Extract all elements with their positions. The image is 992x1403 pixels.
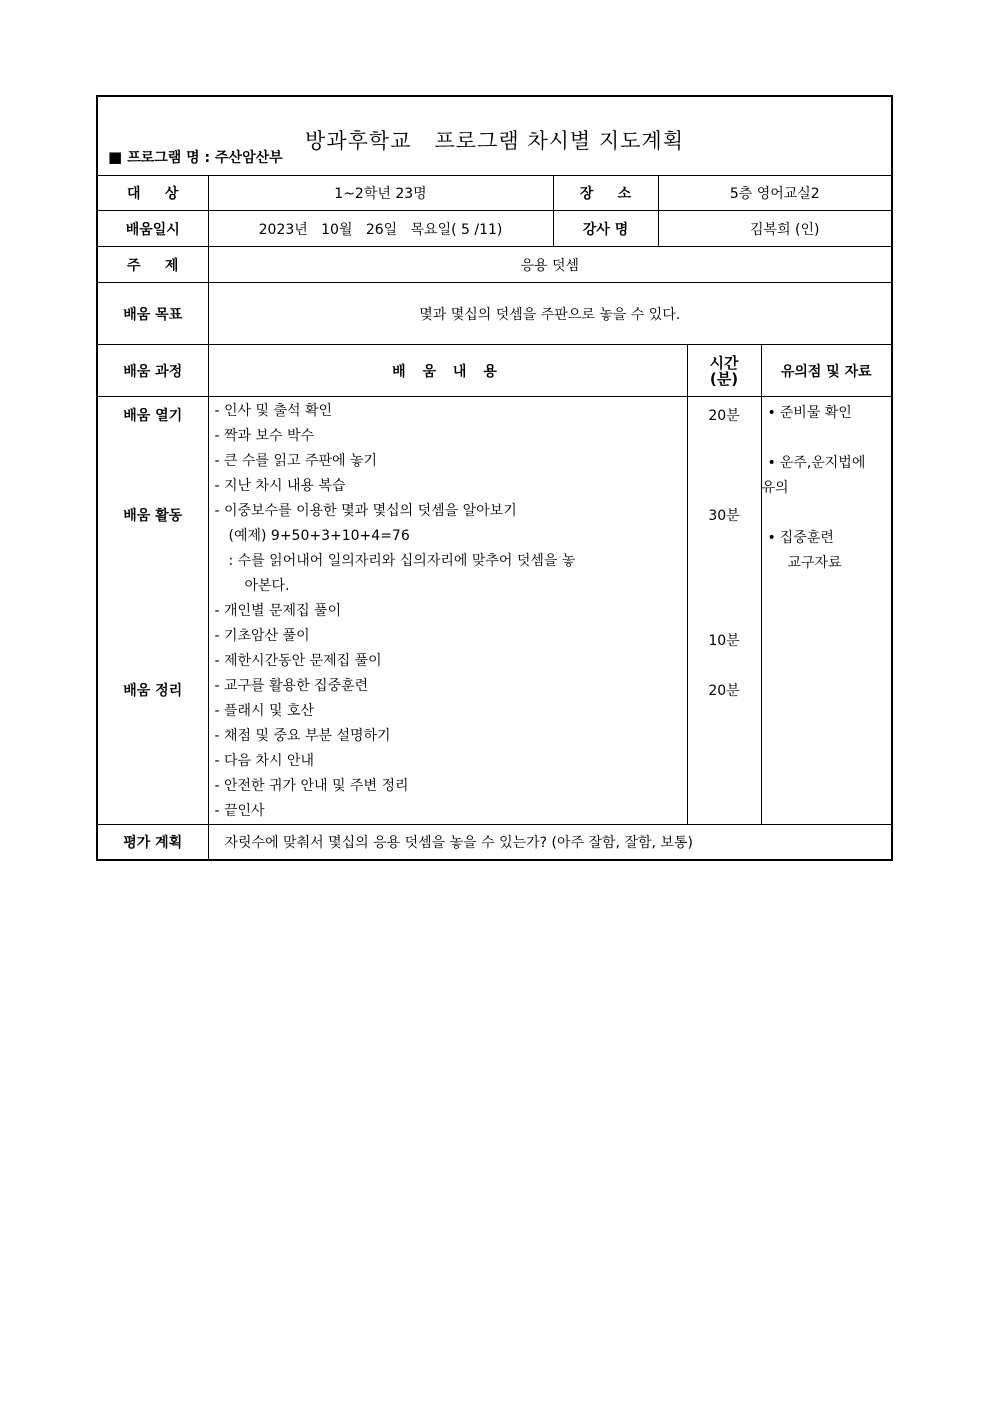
note-technique — [761, 451, 890, 501]
eval-label: 평가 계획 — [97, 825, 208, 860]
target-value: 1~2학년 23명 — [208, 176, 553, 211]
date-value: 2023년 10월 26일 목요일( 5 /11) — [208, 211, 553, 247]
content-line: - 다음 차시 안내 — [214, 753, 315, 769]
bullet-icon: • — [767, 455, 776, 471]
stage-closing: 배움 정리 — [123, 683, 183, 699]
content-line: - 큰 수를 읽고 주판에 놓기 — [214, 453, 378, 469]
program-name-label: 프로그램 명 : 주산암산부 — [127, 150, 283, 166]
note-text: 집중훈련 — [779, 530, 834, 546]
eval-value: 자릿수에 맞춰서 몇십의 응용 덧셈을 놓을 수 있는가? (아주 잘함, 잘함, 보통) — [208, 825, 892, 860]
content-line: - 인사 및 출석 확인 — [214, 403, 333, 419]
content-line: - 제한시간동안 문제집 풀이 — [214, 653, 382, 669]
time-cell — [687, 397, 761, 825]
stage-opening: 배움 열기 — [123, 408, 183, 424]
content-line: (예제) 9+50+3+10+4=76 — [228, 528, 410, 544]
time-activity: 30분 — [708, 508, 740, 524]
stage-cell — [97, 397, 208, 825]
teacher-value: 김복희 (인) — [658, 211, 892, 247]
goal-label: 배움 목표 — [97, 283, 208, 345]
page-title: 방과후학교 프로그램 차시별 지도계획 — [305, 129, 684, 153]
process-header: 배움 과정 — [97, 345, 208, 397]
place-label: 장 소 — [553, 176, 658, 211]
program-name — [108, 147, 283, 167]
time-practice: 10분 — [708, 633, 740, 649]
content-line: : 수를 읽어내어 일의자리와 십의자리에 맞추어 덧셈을 놓 — [228, 553, 576, 569]
note-materials — [768, 401, 890, 426]
content-line: - 지난 차시 내용 복습 — [214, 478, 346, 494]
content-line: - 기초암산 풀이 — [214, 628, 310, 644]
date-label: 배움일시 — [97, 211, 208, 247]
content-line: - 끝인사 — [214, 803, 265, 819]
subject-value: 응용 덧셈 — [208, 247, 892, 283]
note-text: 운주,운지법에 — [779, 455, 866, 471]
place-value: 5층 영어교실2 — [658, 176, 892, 211]
stage-activity: 배움 활동 — [123, 508, 183, 524]
note-text: 교구자료 — [787, 555, 842, 571]
goal-value: 몇과 몇십의 덧셈을 주판으로 놓을 수 있다. — [208, 283, 892, 345]
time-opening: 20분 — [708, 408, 740, 424]
content-line: - 안전한 귀가 안내 및 주변 정리 — [214, 778, 409, 794]
note-text: 유의 — [761, 480, 789, 496]
content-line: - 짝과 보수 박수 — [214, 428, 315, 444]
bullet-icon: • — [767, 405, 776, 421]
time-header-line2: (분) — [709, 369, 739, 388]
bullet-icon: • — [767, 530, 776, 546]
note-training — [768, 526, 890, 576]
lesson-plan-table — [96, 95, 893, 861]
content-line: - 개인별 문제집 풀이 — [214, 603, 342, 619]
content-line: - 플래시 및 호산 — [214, 703, 315, 719]
content-line: - 이중보수를 이용한 몇과 몇십의 덧셈을 알아보기 — [214, 503, 517, 519]
content-line: - 교구를 활용한 집중훈련 — [214, 678, 369, 694]
content-header: 배 움 내 용 — [208, 345, 687, 397]
square-bullet-icon: ■ — [108, 148, 123, 166]
time-closing: 20분 — [708, 683, 740, 699]
content-line: - 채점 및 중요 부분 설명하기 — [214, 728, 391, 744]
subject-label: 주 제 — [97, 247, 208, 283]
title-cell — [97, 96, 892, 176]
notes-cell — [761, 397, 892, 825]
target-label: 대 상 — [97, 176, 208, 211]
content-line: 아본다. — [244, 578, 290, 594]
notes-header: 유의점 및 자료 — [761, 345, 892, 397]
content-cell — [208, 397, 687, 825]
time-header-line1: 시간 — [709, 353, 739, 372]
note-text: 준비물 확인 — [779, 405, 852, 421]
time-header — [687, 345, 761, 397]
teacher-label: 강사 명 — [553, 211, 658, 247]
